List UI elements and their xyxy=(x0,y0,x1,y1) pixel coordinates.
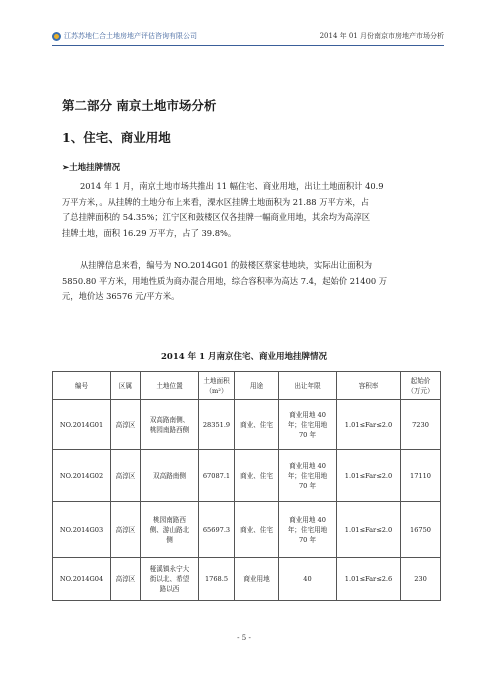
header-area-line1: 土地面积 xyxy=(203,376,230,385)
cell-line: 桃园南路西 xyxy=(153,515,186,524)
cell-no: NO.2014G04 xyxy=(53,558,111,601)
cell-line: 侧、游山路北 xyxy=(149,525,190,534)
cell-term: 40 xyxy=(279,558,337,601)
cell-district: 高淳区 xyxy=(111,502,141,558)
cell-area: 28351.9 xyxy=(199,400,235,450)
header-cell-no: 编号 xyxy=(53,372,111,400)
cell-use: 商业、住宅 xyxy=(235,450,279,502)
cell-price: 230 xyxy=(401,558,441,601)
header-report-title: 2014 年 01 月份南京市房地产市场分析 xyxy=(319,32,444,40)
cell-line: 70 年 xyxy=(298,481,317,490)
paragraph-line: 5850.80 平方米，用地性质为商办混合用地，综合容积率为高达 7.4，起始价 21400 万 xyxy=(62,275,388,286)
table-row xyxy=(53,450,441,502)
cell-term xyxy=(279,450,337,502)
cell-district: 高淳区 xyxy=(111,558,141,601)
cell-line: 年；住宅用地 xyxy=(287,471,328,480)
land-listing-table xyxy=(52,371,441,601)
cell-location: 双高路南侧 xyxy=(141,450,199,502)
header-price-line2: （万元） xyxy=(407,386,434,395)
table-row xyxy=(53,400,441,450)
cell-line: 街以北、希望 xyxy=(149,575,190,583)
section-title: 1、住宅、商业用地 xyxy=(62,130,171,145)
header-cell-price xyxy=(401,372,441,400)
cell-price: 16750 xyxy=(401,502,441,558)
paragraph-line: 从挂牌信息来看，编号为 NO.2014G01 的鼓楼区蔡家巷地块，实际出让面积为 xyxy=(80,260,373,270)
header-divider xyxy=(52,45,444,46)
cell-use: 商业、住宅 xyxy=(235,400,279,450)
paragraph-line: 元，地价达 36576 元/平方米。 xyxy=(62,291,180,301)
table-header-row xyxy=(53,372,441,400)
paragraph-line: 了总挂牌面积的 54.35%；江宁区和鼓楼区仅各挂牌一幅商业用地，其余均为高淳区 xyxy=(62,212,371,222)
table-title: 2014 年 1 月南京住宅、商业用地挂牌情况 xyxy=(161,352,327,362)
cell-area: 1768.5 xyxy=(199,558,235,601)
cell-line: 70 年 xyxy=(298,430,317,439)
paragraph-2 xyxy=(62,258,422,305)
header-company-name: 江苏苏地仁合土地房地产评估咨询有限公司 xyxy=(64,32,197,40)
part-title: 第二部分 南京土地市场分析 xyxy=(62,98,217,113)
page-number: - 5 - xyxy=(237,634,251,642)
cell-line: 桠溪镇永宁大 xyxy=(149,565,190,573)
cell-line: 商业用地 40 xyxy=(289,410,326,419)
cell-location xyxy=(141,502,199,558)
paragraph-line: 2014 年 1 月，南京土地市场共推出 11 幅住宅、商业用地，出让土地面积计 40.9 xyxy=(80,181,384,191)
table-row xyxy=(53,558,441,601)
cell-line: 商业用地 40 xyxy=(289,461,326,470)
cell-far: 1.01≤Far≤2.0 xyxy=(337,450,401,502)
cell-location xyxy=(141,400,199,450)
cell-area: 67087.1 xyxy=(199,450,235,502)
header-cell-district: 区属 xyxy=(111,372,141,400)
header-price-line1: 起始价 xyxy=(410,376,431,385)
table-row xyxy=(53,502,441,558)
cell-district: 高淳区 xyxy=(111,450,141,502)
cell-use: 商业、住宅 xyxy=(235,502,279,558)
header-cell-far: 容积率 xyxy=(337,372,401,400)
header-cell-area xyxy=(199,372,235,400)
cell-no: NO.2014G03 xyxy=(53,502,111,558)
cell-price: 17110 xyxy=(401,450,441,502)
paragraph-line: 万平方米，。从挂牌的土地分布上来看，溧水区挂牌土地面积为 21.88 万平方米，占 xyxy=(62,196,369,207)
header-cell-use: 用途 xyxy=(235,372,279,400)
cell-line: 70 年 xyxy=(298,535,317,544)
cell-area: 65697.3 xyxy=(199,502,235,558)
cell-price: 7230 xyxy=(401,400,441,450)
cell-use: 商业用地 xyxy=(235,558,279,601)
sub-title: ➢土地挂牌情况 xyxy=(62,163,121,173)
cell-far: 1.01≤Far≤2.6 xyxy=(337,558,401,601)
header-area-line2: （m²） xyxy=(205,386,228,395)
cell-line: 路以西 xyxy=(159,585,180,593)
cell-location xyxy=(141,558,199,601)
cell-far: 1.01≤Far≤2.0 xyxy=(337,502,401,558)
paragraph-line: 挂牌土地，面积 16.29 万平方，占了 39.8%。 xyxy=(62,227,237,238)
cell-no: NO.2014G01 xyxy=(53,400,111,450)
cell-line: 桃园南路西侧 xyxy=(149,425,190,434)
cell-term xyxy=(279,502,337,558)
cell-line: 年；住宅用地 xyxy=(287,420,328,429)
header-cell-location: 土地位置 xyxy=(141,372,199,400)
header-cell-term: 出让年限 xyxy=(279,372,337,400)
cell-district: 高淳区 xyxy=(111,400,141,450)
cell-far: 1.01≤Far≤2.0 xyxy=(337,400,401,450)
page-header xyxy=(52,30,444,44)
cell-line: 侧 xyxy=(166,535,173,544)
cell-term xyxy=(279,400,337,450)
cell-no: NO.2014G02 xyxy=(53,450,111,502)
cell-line: 双高路南侧、 xyxy=(149,415,190,424)
cell-line: 商业用地 40 xyxy=(289,515,326,524)
company-logo-icon xyxy=(52,32,61,41)
cell-line: 年；住宅用地 xyxy=(287,525,328,534)
paragraph-1 xyxy=(62,179,422,241)
